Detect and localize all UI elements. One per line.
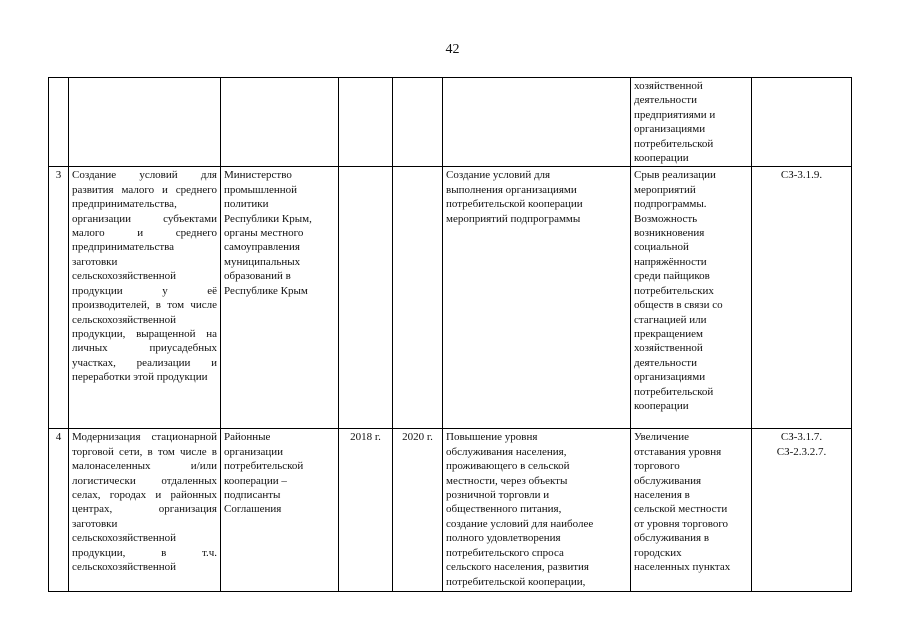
page-number: 42	[445, 42, 460, 57]
executor-cell	[221, 78, 339, 167]
end-year-cell: 2020 г.	[393, 429, 443, 592]
task-cell: Создание условий для развития малого и среднего предпринимательства, организации субъектами малого и среднего предпринимательства заготовки сельскохозяйственной продукции у её производителей, в том числе сельскохозяйственной продукции, выращенной на личных приусадебных участках, реализации и переработки этой продукции	[69, 167, 221, 429]
start-year-cell: 2018 г.	[339, 429, 393, 592]
executor-cell: Районные организации потребительской кооперации – подписанты Соглашения	[221, 429, 339, 592]
result-cell: Повышение уровня обслуживания населения, проживающего в сельской местности, через объекты розничной торговли и общественного питания, создание условий для наиболее полного удовлетворения потребительского спроса сельского населения, развития потребительской кооперации,	[443, 429, 631, 592]
risk-cell: Увеличение отставания уровня торгового обслуживания населения в сельской местности от уровня торгового обслуживания в городских населенных пунктах	[631, 429, 752, 592]
row-number: 3	[49, 167, 69, 429]
task-cell: Модернизация стационарной торговой сети, в том числе в малонаселенных и/или логистически отдаленных селах, городах и районных центрах, организация заготовки сельскохозяйственной продукции, в т.ч. сельскохозяйственной	[69, 429, 221, 592]
task-cell	[69, 78, 221, 167]
table-row	[49, 167, 852, 429]
link-cell: СЗ-3.1.9.	[752, 167, 852, 429]
row-number	[49, 78, 69, 167]
link-cell: СЗ-3.1.7. СЗ-2.3.2.7.	[752, 429, 852, 592]
start-year-cell	[339, 78, 393, 167]
table-row	[49, 78, 852, 167]
end-year-cell	[393, 167, 443, 429]
start-year-cell	[339, 167, 393, 429]
table-row	[49, 429, 852, 592]
end-year-cell	[393, 78, 443, 167]
risk-cell: хозяйственной деятельности предприятиями и организациями потребительской кооперации	[631, 78, 752, 167]
result-cell	[443, 78, 631, 167]
row-number: 4	[49, 429, 69, 592]
program-measures-table	[48, 77, 852, 592]
result-cell: Создание условий для выполнения организациями потребительской кооперации мероприятий подпрограммы	[443, 167, 631, 429]
executor-cell: Министерство промышленной политики Республики Крым, органы местного самоуправления муниципальных образований в Республике Крым	[221, 167, 339, 429]
risk-cell: Срыв реализации мероприятий подпрограммы. Возможность возникновения социальной напряжённости среди пайщиков потребительских обществ в связи со стагнацией или прекращением хозяйственной деятельности организациями потребительской кооперации	[631, 167, 752, 429]
link-cell	[752, 78, 852, 167]
